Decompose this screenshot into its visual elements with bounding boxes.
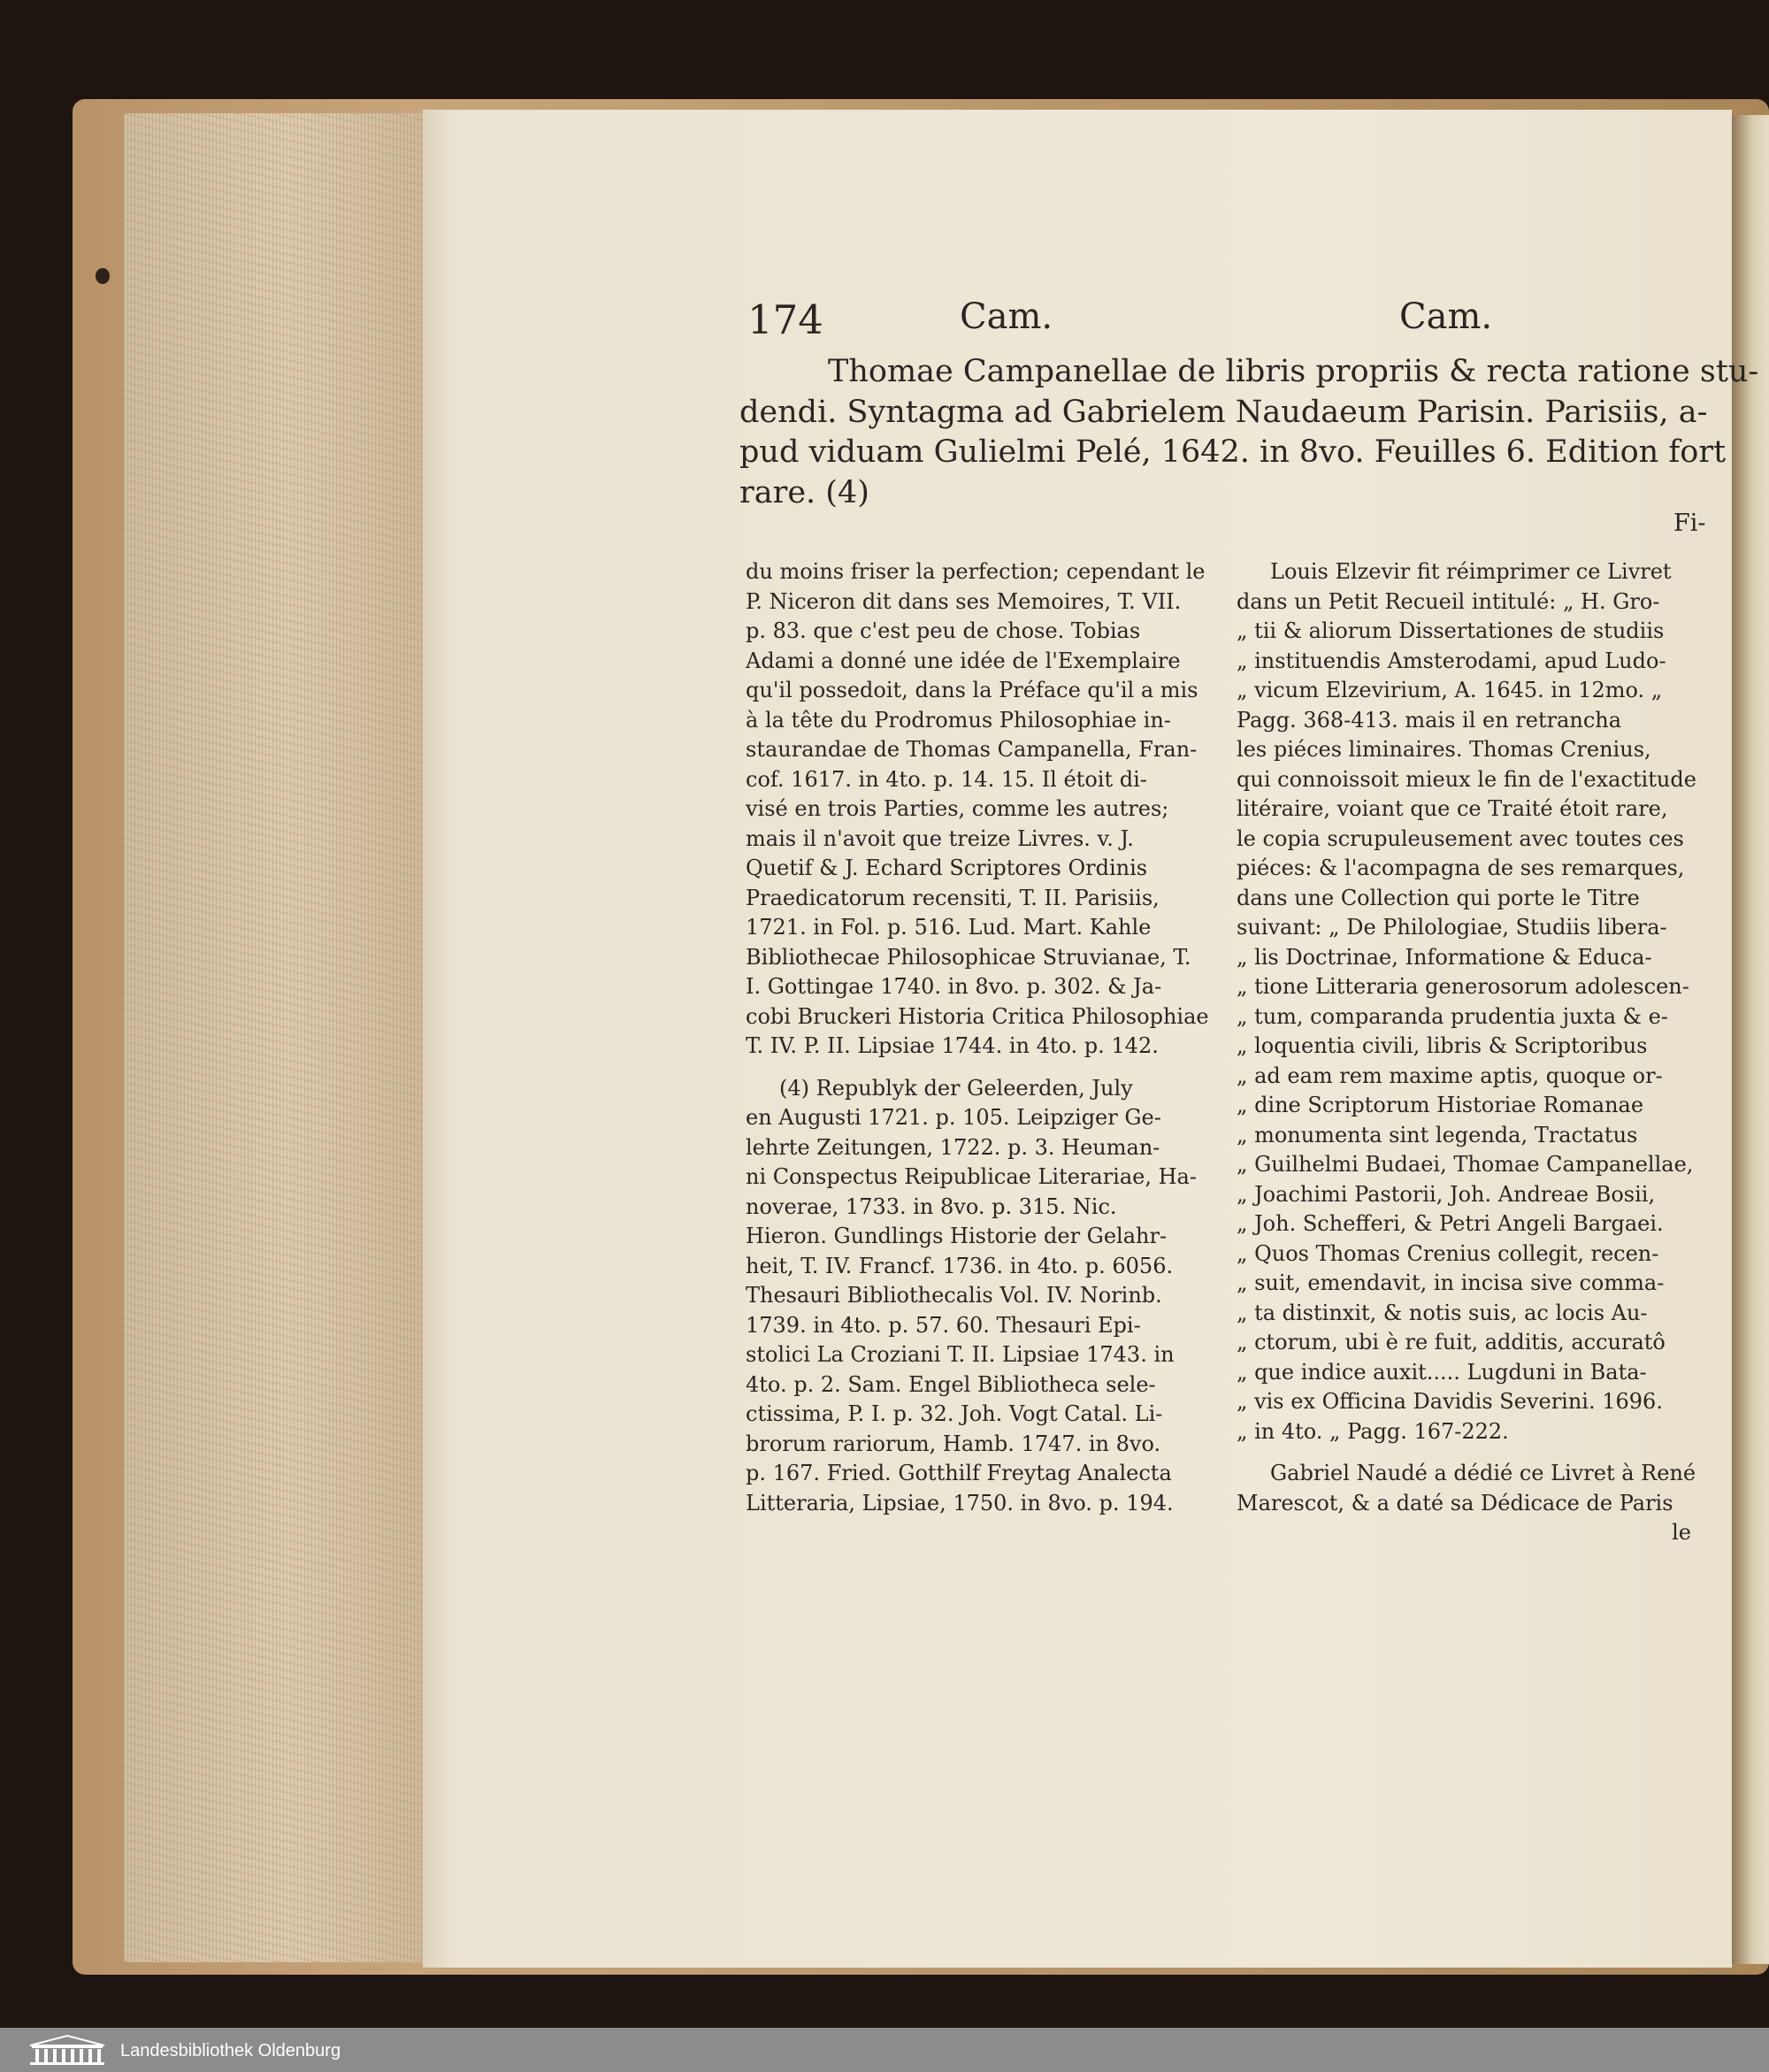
text-line: noverae, 1733. in 8vo. p. 315. Nic. [746, 1193, 1117, 1219]
right-column [1237, 557, 1696, 1548]
text-line: mais il n'avoit que treize Livres. v. J. [746, 825, 1134, 851]
text-line: T. IV. P. II. Lipsiae 1744. in 4to. p. 142. [746, 1033, 1159, 1058]
text-line: litéraire, voiant que ce Traité étoit rare, [1237, 796, 1668, 821]
page-edges [124, 113, 425, 1962]
text-line: lehrte Zeitungen, 1722. p. 3. Heuman- [746, 1134, 1160, 1160]
text-line: brorum rariorum, Hamb. 1747. in 8vo. [746, 1431, 1161, 1456]
text-line: „ tum, comparanda prudentia juxta & e- [1237, 1003, 1668, 1029]
text-line: Thesauri Bibliothecalis Vol. IV. Norinb. [746, 1283, 1162, 1308]
text-line: visé en trois Parties, comme les autres; [746, 796, 1169, 821]
text-line: „ ta distinxit, & notis suis, ac locis Au- [1237, 1300, 1648, 1325]
text-line: piéces: & l'acompagna de ses remarques, [1237, 856, 1685, 880]
paragraph-gap [1237, 1447, 1696, 1459]
library-name: Landesbibliothek Oldenburg [120, 2041, 341, 2060]
text-line: „ tii & aliorum Dissertationes de studiis [1237, 618, 1665, 643]
text-line: Gabriel Naudé a dédié ce Livret à René [1270, 1461, 1696, 1485]
text-line: „ loquentia civili, libris & Scriptoribus [1237, 1033, 1648, 1058]
text-line: ctissima, P. I. p. 32. Joh. Vogt Catal. Li- [746, 1401, 1163, 1426]
text-line: ni Conspectus Reipublicae Literariae, Ha- [746, 1164, 1197, 1189]
page-number: 174 [747, 296, 823, 343]
text-line: du moins friser la perfection; cependant le [746, 559, 1206, 584]
text-line: p. 83. que c'est peu de chose. Tobias [746, 618, 1141, 643]
page-gutter [1732, 115, 1769, 1964]
text-line: cobi Bruckeri Historia Critica Philosophiae [746, 1003, 1209, 1029]
text-line: suivant: „ De Philologiae, Studiis libera- [1237, 915, 1667, 940]
text-line: „ Guilhelmi Budaei, Thomae Campanellae, [1237, 1152, 1694, 1177]
running-head-right: Cam. [1399, 296, 1493, 337]
text-line: cof. 1617. in 4to. p. 14. 15. Il étoit di- [746, 766, 1147, 792]
text-line: „ ad eam rem maxime aptis, quoque or- [1237, 1063, 1663, 1088]
main-entry-line: pud viduam Gulielmi Pelé, 1642. in 8vo. Feuilles 6. Edition fort [739, 434, 1727, 470]
text-line: Marescot, & a daté sa Dédicace de Paris [1237, 1490, 1673, 1516]
text-line: Adami a donné une idée de l'Exemplaire [746, 648, 1181, 673]
text-line: Bibliothecae Philosophicae Struvianae, T. [746, 944, 1191, 970]
text-line: qui connoissoit mieux le fin de l'exactitude [1237, 766, 1696, 792]
text-line: Praedicatorum recensiti, T. II. Parisiis, [746, 885, 1160, 910]
text-line: dans un Petit Recueil intitulé: „ H. Gro- [1237, 588, 1660, 614]
text-line: „ Quos Thomas Crenius collegit, recen- [1237, 1240, 1659, 1266]
text-line: p. 167. Fried. Gotthilf Freytag Analecta [746, 1461, 1172, 1485]
text-line: „ Joachimi Pastorii, Joh. Andreae Bosii, [1237, 1181, 1656, 1207]
text-line: staurandae de Thomas Campanella, Fran- [746, 737, 1198, 762]
text-line: Pagg. 368-413. mais il en retrancha [1237, 707, 1622, 733]
left-column [746, 557, 1209, 1518]
text-line: Hieron. Gundlings Historie der Gelahr- [746, 1224, 1168, 1248]
text-line: „ dine Scriptorum Historiae Romanae [1237, 1093, 1644, 1117]
text-line: à la tête du Prodromus Philosophiae in- [746, 707, 1171, 733]
text-line: Louis Elzevir fit réimprimer ce Livret [1270, 559, 1672, 584]
text-line: „ lis Doctrinae, Informatione & Educa- [1237, 944, 1652, 970]
main-entry-line: rare. (4) [739, 474, 869, 510]
text-line: „ monumenta sint legenda, Tractatus [1237, 1122, 1638, 1147]
library-building-icon [27, 2033, 108, 2067]
text-line: Litteraria, Lipsiae, 1750. in 8vo. p. 194. [746, 1490, 1174, 1516]
text-line: Quetif & J. Echard Scriptores Ordinis [746, 856, 1148, 880]
text-line: „ suit, emendavit, in incisa sive comma- [1237, 1270, 1665, 1295]
text-line: „ in 4to. „ Pagg. 167-222. [1237, 1418, 1509, 1444]
main-entry [739, 352, 1759, 513]
text-line: en Augusti 1721. p. 105. Leipziger Ge- [746, 1105, 1161, 1130]
text-line: „ vis ex Officina Davidis Severini. 1696. [1237, 1389, 1663, 1414]
paragraph-gap [746, 1062, 1206, 1074]
text-line: I. Gottingae 1740. in 8vo. p. 302. & Ja- [746, 974, 1162, 999]
text-line: les piéces liminaires. Thomas Crenius, [1237, 737, 1651, 762]
text-line: „ Joh. Schefferi, & Petri Angeli Bargaei. [1237, 1211, 1664, 1236]
text-line: qu'il possedoit, dans la Préface qu'il a mis [746, 678, 1198, 702]
clasp-hole [96, 268, 110, 284]
text-line: 1721. in Fol. p. 516. Lud. Mart. Kahle [746, 915, 1152, 940]
text-line: „ vicum Elzevirium, A. 1645. in 12mo. „ [1237, 678, 1663, 702]
text-line: (4) Republyk der Geleerden, July [779, 1075, 1133, 1101]
text-line: „ ctorum, ubi è re fuit, additis, accuratô [1237, 1330, 1666, 1354]
main-entry-line: dendi. Syntagma ad Gabrielem Naudaeum Parisin. Parisiis, a- [739, 394, 1708, 430]
text-line: heit, T. IV. Francf. 1736. in 4to. p. 6056. [746, 1253, 1174, 1278]
catchword: Fi- [1673, 510, 1706, 537]
text-line: dans une Collection qui porte le Titre [1237, 885, 1640, 910]
text-line: P. Niceron dit dans ses Memoires, T. VII. [746, 588, 1182, 614]
text-line: „ que indice auxit..... Lugduni in Bata- [1237, 1359, 1647, 1385]
text-line: 4to. p. 2. Sam. Engel Bibliotheca sele- [746, 1371, 1156, 1397]
text-line: „ instituendis Amsterodami, apud Ludo- [1237, 648, 1666, 673]
text-line: le [1672, 1520, 1691, 1545]
text-line: stolici La Croziani T. II. Lipsiae 1743. in [746, 1342, 1175, 1367]
text-line: le copia scrupuleusement avec toutes ces [1237, 825, 1684, 851]
text-line: „ tione Litteraria generosorum adolescen- [1237, 974, 1689, 999]
running-head-left: Cam. [960, 296, 1053, 337]
text-line: 1739. in 4to. p. 57. 60. Thesauri Epi- [746, 1312, 1141, 1338]
main-entry-line: Thomae Campanellae de libris propriis & recta ratione stu- [828, 354, 1759, 389]
